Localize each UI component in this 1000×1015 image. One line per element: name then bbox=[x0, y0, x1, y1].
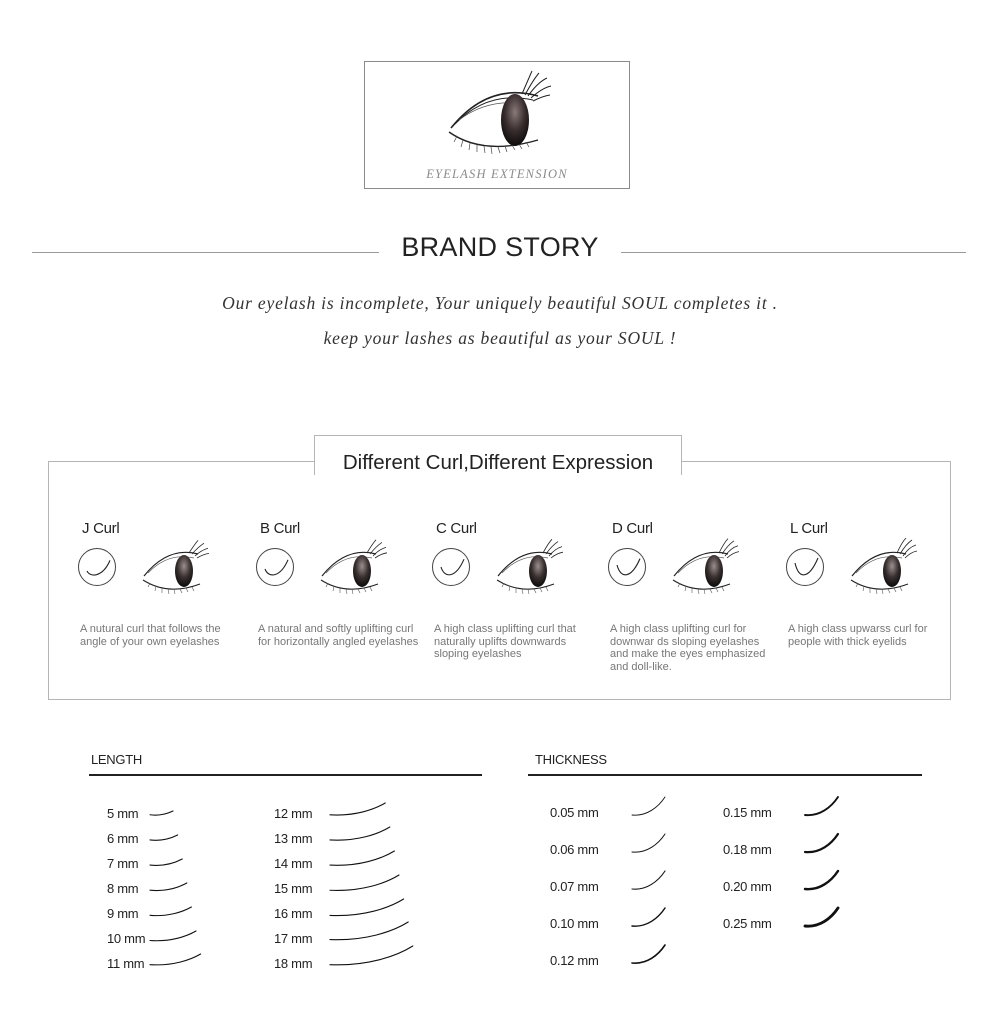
thickness-lash-curve bbox=[805, 833, 838, 853]
thickness-lash-curve bbox=[805, 796, 838, 816]
lash-curve bbox=[150, 811, 173, 815]
lash-curve bbox=[150, 835, 178, 840]
length-lash-curve bbox=[330, 802, 385, 816]
logo-caption: EYELASH EXTENSION bbox=[426, 167, 568, 181]
lash-curve bbox=[330, 922, 408, 940]
spec-label: 17 mm bbox=[274, 931, 313, 946]
spec-label: 0.18 mm bbox=[723, 842, 772, 857]
curl-shape-icon bbox=[78, 548, 116, 586]
curl-shape-icon bbox=[786, 548, 824, 586]
spec-label: 7 mm bbox=[107, 856, 139, 871]
curl-type-item bbox=[612, 518, 782, 688]
lash-curve bbox=[150, 883, 187, 890]
eye-with-lashes-icon bbox=[670, 538, 740, 598]
lash-curve bbox=[330, 851, 394, 865]
logo-box bbox=[364, 61, 630, 189]
thickness-lash-curve bbox=[632, 870, 665, 890]
lash-curve bbox=[805, 797, 838, 815]
length-lash-curve bbox=[330, 945, 413, 966]
lash-curve bbox=[330, 827, 390, 840]
length-lash-curve bbox=[150, 906, 191, 916]
spec-label: 0.05 mm bbox=[550, 805, 599, 820]
thickness-lash-curve bbox=[632, 944, 665, 964]
spec-label: 0.10 mm bbox=[550, 916, 599, 931]
spec-label: 5 mm bbox=[107, 806, 139, 821]
curl-shape-icon bbox=[432, 548, 470, 586]
spec-label: 13 mm bbox=[274, 831, 313, 846]
spec-label: 14 mm bbox=[274, 856, 313, 871]
lash-curve bbox=[632, 834, 665, 852]
curl-type-description: A natural and softly uplifting curl for horizontally angled eyelashes bbox=[258, 623, 419, 648]
lash-curve bbox=[150, 954, 201, 965]
lash-curve bbox=[805, 871, 838, 889]
spec-label: 10 mm bbox=[107, 931, 146, 946]
curl-type-name: J Curl bbox=[82, 520, 120, 537]
curl-type-name: L Curl bbox=[790, 520, 828, 537]
curl-shape-icon bbox=[256, 548, 294, 586]
curl-arc bbox=[87, 560, 110, 575]
lash-curve bbox=[805, 834, 838, 852]
curl-type-name: D Curl bbox=[612, 520, 653, 537]
thickness-lash-curve bbox=[805, 907, 838, 927]
lash-curve bbox=[150, 859, 182, 865]
eye-with-lashes-icon bbox=[318, 538, 388, 598]
length-lash-curve bbox=[330, 874, 399, 891]
lash-curve bbox=[805, 908, 838, 926]
lash-curve bbox=[330, 946, 413, 965]
lash-curve bbox=[632, 945, 665, 963]
length-lash-curve bbox=[330, 921, 408, 941]
thickness-rule bbox=[528, 774, 922, 776]
curl-type-description: A high class uplifting curl for downwar ds sloping eyelashes and make the eyes emphasized and doll-like. bbox=[610, 623, 766, 673]
curl-arc bbox=[441, 559, 464, 575]
curl-type-name: C Curl bbox=[436, 520, 477, 537]
curl-type-item bbox=[790, 518, 960, 688]
brand-story-title: BRAND STORY bbox=[401, 232, 599, 262]
curl-type-description: A nutural curl that follows the angle of your own eyelashes bbox=[80, 623, 221, 648]
spec-label: 6 mm bbox=[107, 831, 139, 846]
length-lash-curve bbox=[330, 826, 390, 841]
tagline-line-1: Our eyelash is incomplete, Your uniquely beautiful SOUL completes it . bbox=[222, 293, 778, 313]
spec-label: 9 mm bbox=[107, 906, 139, 921]
thickness-lash-curve bbox=[632, 833, 665, 853]
spec-label: 0.12 mm bbox=[550, 953, 599, 968]
curl-type-item bbox=[82, 518, 252, 688]
spec-label: 0.20 mm bbox=[723, 879, 772, 894]
length-lash-curve bbox=[150, 834, 178, 841]
eye-with-lashes-icon bbox=[848, 538, 918, 598]
lash-curve bbox=[330, 875, 399, 890]
eye-with-lashes-icon bbox=[140, 538, 210, 598]
lash-curve bbox=[330, 803, 385, 815]
curl-shape-icon bbox=[608, 548, 646, 586]
lash-curve bbox=[150, 907, 191, 916]
spec-label: 8 mm bbox=[107, 881, 139, 896]
spec-label: 12 mm bbox=[274, 806, 313, 821]
curl-arc bbox=[795, 558, 818, 575]
thickness-lash-curve bbox=[805, 870, 838, 890]
length-rule bbox=[89, 774, 482, 776]
lash-curve bbox=[632, 908, 665, 926]
lash-curve bbox=[150, 931, 196, 941]
lash-curve bbox=[330, 899, 404, 916]
spec-label: 15 mm bbox=[274, 881, 313, 896]
curl-arc bbox=[617, 559, 640, 575]
length-lash-curve bbox=[150, 882, 187, 891]
thickness-title: THICKNESS bbox=[535, 752, 607, 767]
spec-label: 18 mm bbox=[274, 956, 313, 971]
eye-with-lashes-icon bbox=[494, 538, 564, 598]
length-lash-curve bbox=[150, 953, 201, 966]
spec-label: 0.07 mm bbox=[550, 879, 599, 894]
title-divider-left bbox=[32, 252, 379, 253]
tagline-line-2: keep your lashes as beautiful as your SOUL ! bbox=[323, 328, 677, 348]
curl-type-description: A high class upwarss curl for people with thick eyelids bbox=[788, 623, 928, 648]
thickness-lash-curve bbox=[632, 907, 665, 927]
length-lash-curve bbox=[150, 930, 196, 942]
length-lash-curve bbox=[150, 858, 182, 866]
title-divider-right bbox=[621, 252, 966, 253]
curl-type-description: A high class uplifting curl that naturally uplifts downwards sloping eyelashes bbox=[434, 623, 576, 660]
length-lash-curve bbox=[150, 810, 173, 816]
length-lash-curve bbox=[330, 850, 394, 866]
spec-label: 0.25 mm bbox=[723, 916, 772, 931]
curl-type-name: B Curl bbox=[260, 520, 300, 537]
spec-label: 11 mm bbox=[107, 956, 145, 971]
length-lash-curve bbox=[330, 898, 404, 916]
length-title: LENGTH bbox=[91, 752, 142, 767]
curl-section-title: Different Curl,Different Expression bbox=[342, 451, 654, 474]
lash-curve bbox=[632, 797, 665, 815]
thickness-lash-curve bbox=[632, 796, 665, 816]
curl-type-item bbox=[436, 518, 606, 688]
spec-label: 0.15 mm bbox=[723, 805, 772, 820]
spec-label: 0.06 mm bbox=[550, 842, 599, 857]
spec-label: 16 mm bbox=[274, 906, 313, 921]
eye-with-lashes-icon bbox=[443, 70, 553, 162]
curl-arc bbox=[265, 560, 288, 575]
curl-type-item bbox=[260, 518, 430, 688]
lash-curve bbox=[632, 871, 665, 889]
